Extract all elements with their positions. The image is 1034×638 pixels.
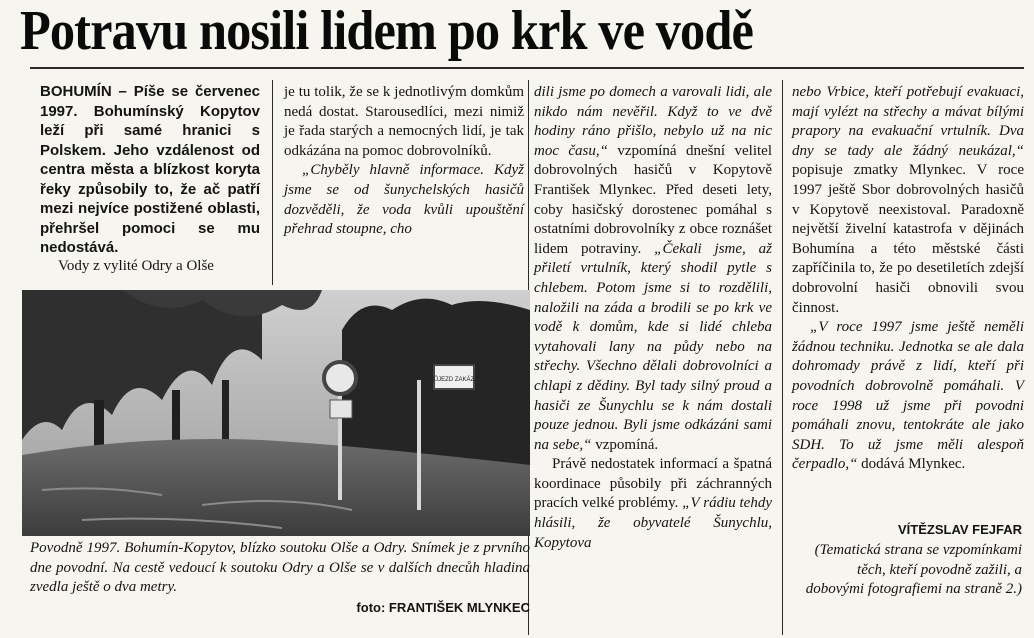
column-rule-3 <box>782 80 783 635</box>
author-byline: VÍTĚZSLAV FEJFAR <box>898 522 1022 537</box>
photo-caption: Povodně 1997. Bohumín-Kopytov, blízko soutoku Olše a Odry. Snímek je z prvního dne povodní. Na cestě vedoucí k soutoku Odry a Olše se v dalších dnecůh hladina zvedla ještě o dva metry. <box>30 540 530 596</box>
column-4-quote-1: nebo Vrbice, kteří potřebují evakuaci, mají vylézt na střechy a mávat bílými prapory na evakuační vrtulník. Dva dny se tady ale žádný neukázal,“ <box>792 84 1024 159</box>
no-entry-sign <box>324 362 356 394</box>
sign-plate <box>330 400 352 418</box>
column-1-continuation <box>40 257 262 277</box>
column-3-paragraph-2 <box>534 455 772 553</box>
column-4-quote-2: „V roce 1997 jsme ještě neměli žádnou techniku. Jednotka se ale dala dohromady právě z lidí, kteří při povodních dobrovolně pomáhali. V roce 1998 už jsme při povodni pomáhali znovu, tentokráte ale jako SDH. To už jsme měli alespoň čerpadlo,“ <box>792 319 1024 473</box>
column-3-paragraph-1 <box>534 83 772 455</box>
column-4 <box>792 83 1024 475</box>
column-2 <box>284 83 524 240</box>
column-4-text-2: dodává Mlynkec. <box>857 456 966 473</box>
column-3-text-3: Právě nedostatek informací a špatná koordinace působily při záchranných pracích velké problémy. <box>534 456 772 512</box>
column-1-text: Vody z vylité Odry a Olše <box>58 258 214 274</box>
column-4-paragraph-2 <box>792 318 1024 475</box>
lead-place: BOHUMÍN <box>40 83 112 100</box>
lead-text: – Píše se červenec 1997. Bohumínský Kopytov leží při samé hranici s Polskem. Jeho vzdálenost od centra města a blízkost koryta řeky způsobily to, že ač patří mezi nejvíce postižené oblasti, přehršel pomoci se mu nedostává. <box>40 83 260 256</box>
column-2-paragraph-1: je tu tolik, že se k jednotlivým domkům nedá dostat. Starousedlíci, mezi nimiž je řada starých a nemocných lidí, je tak odkázána na pomoc dobrovolníků. <box>284 84 524 159</box>
column-3 <box>534 83 772 553</box>
road-sign-text: PRŮJEZD ZAKÁZÁN <box>425 377 483 383</box>
column-3-quote-2: „Čekali jsme, až přiletí vrtulník, který shodil pytle s chlebem. Potom jsme si to rozdělili, naložili na záda a brodili se po krk ve vodě k domům, kde si lidé chleba vytahovali lany na půdy nebo na střechy. Všechno dělali dobrovolníci a chlapi z dědiny. Byl tady silný proud a hasiči ze Šunychlu se k nám dostali pouze jednou. Byli jsme odkázáni sami na sebe,“ <box>534 240 772 453</box>
footnote: (Tematická strana se vzpomínkami těch, kteří povodně zažili, a dobovými fotografiemi na straně 2.) <box>805 542 1022 598</box>
flood-photo <box>22 290 530 536</box>
column-2-paragraph-2 <box>284 161 524 239</box>
lead-paragraph <box>40 82 260 258</box>
column-3-quote-3: „V rádiu tehdy hlásili, že obyvatelé Šunychlu, Kopytova <box>534 495 772 551</box>
column-3-quote-1: dili jsme po domech a varovali lidi, ale nikdo nám nevěřil. Když to ve dvě hodiny ráno přišlo, nebylo už na nic moc času,“ <box>534 84 772 159</box>
photo-credit: foto: FRANTIŠEK MLYNKEC <box>356 600 530 615</box>
column-4-text-1: popisuje zmatky Mlynkec. V roce 1997 ještě Sbor dobrovolných hasičů v Kopytově neexistoval. Paradoxně největší živelní katastrofa v dějinách Bohumína a této městské části zapříčinila to, že po desetiletích zdejší dobrovolní hasiči obnovili svou činnost. <box>792 162 1024 316</box>
column-3-text-1: vzpomíná dnešní velitel dobrovolných hasičů v Kopytově František Mlynkec. Před deseti lety, coby hasičský dorostenec pomáhal s ostatními dobrovolníky z obce roznášet lidem potraviny. <box>534 142 772 257</box>
flood-photo-illustration <box>22 290 530 536</box>
column-3-text-2: vzpomíná. <box>591 436 659 453</box>
column-4-paragraph-1 <box>792 83 1024 318</box>
headline: Potravu nosili lidem po krk ve vodě <box>20 0 753 62</box>
headline-rule <box>30 67 1024 69</box>
road-sign-post <box>417 380 421 510</box>
column-2-quote: „Chyběly hlavně informace. Když jsme se od šunychelských hasičů dozvěděli, že voda kvůli upouštění přehrad stoupne, cho <box>284 162 524 238</box>
column-rule-1 <box>272 80 273 285</box>
